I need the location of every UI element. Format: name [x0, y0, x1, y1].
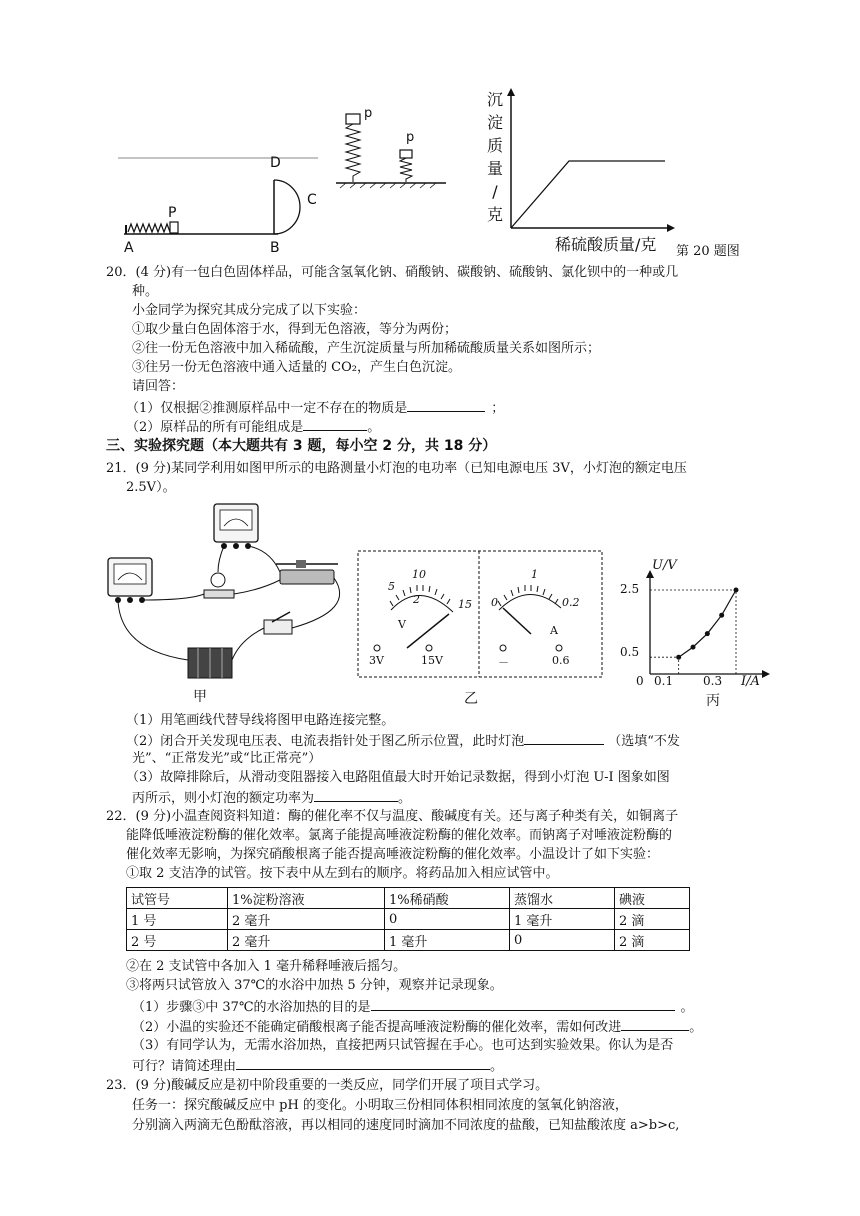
q22-sub2 — [132, 1017, 702, 1037]
a-tick-1: 1 — [531, 568, 538, 581]
answer-blank[interactable] — [371, 997, 675, 1011]
ylabel-char: 量 — [486, 159, 503, 178]
q20-sub2-end: 。 — [367, 420, 381, 435]
q21-sub3b — [132, 788, 411, 808]
fig-label-bing: 丙 — [706, 693, 720, 709]
table-cell: 0 — [510, 930, 615, 951]
q22-sub2-end: 。 — [689, 1020, 703, 1035]
ylabel-char: 淀 — [486, 113, 503, 132]
ui-data-point — [734, 588, 739, 593]
circuit-figure — [100, 500, 362, 685]
a-terminal-minus: － — [498, 656, 509, 669]
table-cell: 2 滴 — [615, 930, 690, 951]
fig-label-yi: 乙 — [464, 691, 478, 707]
answer-blank[interactable] — [407, 398, 485, 412]
label-a: A — [124, 240, 134, 256]
q20-line6: ③往另一份无色溶液中通入适量的 CO₂，产生白色沉淀。 — [132, 360, 461, 375]
q23-line3: 分别滴入两滴无色酚酞溶液，再以相同的速度同时滴加不同浓度的盐酸，已知盐酸浓度 a>b>c, — [132, 1118, 680, 1133]
ylabel-char: 质 — [486, 136, 503, 155]
ui-x-tick-01: 0.1 — [654, 674, 674, 688]
table-row — [127, 930, 690, 951]
q22-sub3-text: 可行？请简述理由 — [132, 1059, 237, 1074]
table-header: 蒸馏水 — [510, 888, 615, 909]
answer-blank[interactable] — [314, 788, 398, 802]
ui-graph-grid — [650, 590, 736, 674]
ui-graph — [636, 570, 771, 680]
a-tick-02: 0.2 — [562, 596, 580, 609]
table-header-row — [127, 888, 690, 909]
q21-sub2-option: （选填“不发 — [608, 734, 680, 749]
table-cell: 2 号 — [127, 930, 228, 951]
table-header: 碘液 — [615, 888, 690, 909]
a-tick-0: 0 — [491, 596, 498, 609]
v-tick-10: 10 — [412, 568, 426, 581]
figure-caption-20: 第 20 题图 — [676, 244, 740, 259]
q22-sub1-end: 。 — [680, 1000, 694, 1015]
q21-line1: 21．(9 分)某同学利用如图甲所示的电路测量小灯泡的电功率（已知电源电压 3V，小灯泡的额定电压 — [106, 461, 687, 476]
ui-graph-line — [679, 590, 736, 657]
q21-line2: 2.5V）。 — [126, 480, 176, 495]
q21-sub3a: （3）故障排除后，从滑动变阻器接入电路阻值最大时开始记录数据，得到小灯泡 U-I 图象如图 — [126, 770, 670, 785]
table-cell: 1 毫升 — [510, 909, 615, 930]
q20-sub1-text: （1）仅根据②推测原样品中一定不存在的物质是 — [126, 401, 408, 416]
q20-line2: 种。 — [132, 284, 159, 299]
q22-line4: ①取 2 支洁净的试管。按下表中从左到右的顺序。将药品加入相应试管中。 — [126, 866, 559, 881]
graph-xlabel: 稀硫酸质量/克 — [555, 235, 657, 254]
q20-sub1 — [126, 398, 504, 418]
voltmeter-symbol: V — [398, 618, 406, 631]
table-cell: 1 毫升 — [385, 930, 510, 951]
v-tick-2: 2 — [413, 593, 420, 606]
track-figure — [118, 150, 328, 260]
a-terminal-06: 0.6 — [552, 654, 570, 667]
experiment-table — [126, 887, 690, 951]
label-d: D — [270, 155, 281, 171]
table-header: 1%淀粉溶液 — [228, 888, 385, 909]
q22-line1: 22．(9 分)小温查阅资料知道：酶的催化率不仅与温度、酸碱度有关。还与离子种类有关，如铜离子 — [106, 809, 679, 824]
q21-sub2 — [126, 731, 680, 751]
q20-line3: 小金同学为探究其成分完成了以下实验： — [132, 303, 367, 318]
spring-label-p1: p — [364, 106, 373, 121]
q22-line6: ③将两只试管放入 37℃的水浴中加热 5 分钟，观察并记录现象。 — [126, 978, 503, 993]
answer-blank[interactable] — [524, 731, 604, 745]
q22-sub1-text: （1）步骤③中 37℃的水浴加热的目的是 — [132, 1000, 371, 1015]
graph-ylabel — [486, 88, 504, 226]
precipitate-graph — [505, 88, 675, 233]
q22-sub1 — [132, 997, 694, 1017]
ui-data-point — [719, 613, 724, 618]
q20-sub2 — [126, 417, 380, 437]
table-cell: 0 — [385, 909, 510, 930]
ui-x-tick-03: 0.3 — [703, 674, 723, 688]
v-tick-5: 5 — [388, 580, 395, 593]
q21-sub3-end: 。 — [398, 791, 412, 806]
q20-line4: ①取少量白色固体溶于水，得到无色溶液，等分为两份； — [132, 322, 458, 337]
v-terminal-3v: 3V — [369, 654, 384, 667]
ui-xlabel: I/A — [741, 674, 760, 689]
answer-blank[interactable] — [236, 1056, 490, 1070]
v-tick-15: 15 — [458, 598, 472, 611]
ui-data-point — [691, 645, 696, 650]
table-cell: 1 号 — [127, 909, 228, 930]
ylabel-char: / — [492, 182, 498, 201]
table-row — [127, 909, 690, 930]
q22-line2: 能降低唾液淀粉酶的催化效率。氯离子能提高唾液淀粉酶的催化效率。而钠离子对唾液淀粉酶的 — [126, 828, 673, 843]
springs-figure — [336, 110, 451, 190]
label-b: B — [270, 240, 280, 256]
ui-y-tick-05: 0.5 — [620, 645, 640, 659]
answer-blank[interactable] — [621, 1017, 689, 1031]
q22-sub3-end: 。 — [490, 1059, 504, 1074]
v-terminal-15v: 15V — [421, 654, 443, 667]
section-heading: 三、实验探究题（本大题共有 3 题，每小空 2 分，共 18 分） — [106, 438, 497, 454]
q21-sub2c: 光”、“正常发光”或“比正常亮”） — [132, 751, 322, 766]
ylabel-char: 克 — [486, 205, 503, 224]
q20-line7: 请回答： — [132, 379, 185, 394]
ui-x-tick-0: 0 — [636, 674, 644, 688]
q23-line2: 任务一：探究酸碱反应中 pH 的变化。小明取三份相同体积相同浓度的氢氧化钠溶液， — [132, 1098, 628, 1113]
q22-sub3b — [132, 1056, 503, 1076]
q20-sub2-text: （2）原样品的所有可能组成是 — [126, 420, 304, 435]
q20-sub1-end: ； — [491, 401, 505, 416]
ammeter-symbol: A — [550, 624, 558, 637]
fig-label-jia: 甲 — [193, 689, 207, 705]
table-header: 试管号 — [127, 888, 228, 909]
spring-label-p2: p — [406, 130, 415, 145]
table-header: 1%稀硝酸 — [385, 888, 510, 909]
ui-data-point — [705, 631, 710, 636]
q22-line5: ②在 2 支试管中各加入 1 毫升稀释唾液后摇匀。 — [126, 959, 407, 974]
ui-y-tick-25: 2.5 — [620, 582, 640, 596]
q21-sub1: （1）用笔画线代替导线将图甲电路连接完整。 — [126, 713, 395, 728]
q21-sub3-text: 丙所示，则小灯泡的额定功率为 — [132, 791, 315, 806]
q22-line3: 催化效率无影响，为探究硝酸根离子能否提高唾液淀粉酶的催化效率。小温设计了如下实验： — [126, 847, 660, 862]
ui-ylabel: U/V — [652, 558, 677, 573]
q21-sub2-text: （2）闭合开关发现电压表、电流表指针处于图乙所示位置，此时灯泡 — [126, 734, 525, 749]
table-cell: 2 滴 — [615, 909, 690, 930]
q20-line5: ②往一份无色溶液中加入稀硫酸，产生沉淀质量与所加稀硫酸质量关系如图所示； — [132, 341, 601, 356]
ylabel-char: 沉 — [486, 90, 503, 109]
q22-sub3a: （3）有同学认为，无需水浴加热，直接把两只试管握在手心。也可达到实验效果。你认为是否 — [132, 1038, 674, 1053]
table-cell: 2 毫升 — [228, 930, 385, 951]
ui-data-point — [676, 655, 681, 660]
q22-sub2-text: （2）小温的实验还不能确定硝酸根离子能否提高唾液淀粉酶的催化效率，需如何改进 — [132, 1020, 622, 1035]
label-c: C — [307, 192, 317, 208]
label-p: P — [168, 205, 177, 221]
q23-line1: 23．(9 分)酸碱反应是初中阶段重要的一类反应，同学们开展了项目式学习。 — [106, 1078, 549, 1093]
table-cell: 2 毫升 — [228, 909, 385, 930]
answer-blank[interactable] — [303, 417, 367, 431]
q20-line1: 20．(4 分)有一包白色固体样品，可能含氢氧化钠、硝酸钠、碳酸钠、硫酸钠、氯化钡中的一种或几 — [106, 265, 679, 280]
